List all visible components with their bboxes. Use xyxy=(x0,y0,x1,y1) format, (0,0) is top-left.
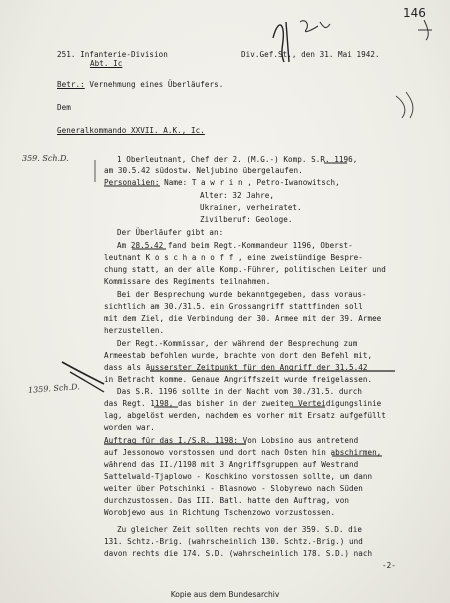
addressee-line1: Dem xyxy=(57,103,71,112)
body-line: leutnant K o s c h a n o f f , eine zweistündige Bespre- xyxy=(104,253,363,262)
body-line: Der Überläufer gibt an: xyxy=(117,228,224,237)
body-line: durchzustossen. Das III. Batl. hatte den Auftrag, von xyxy=(104,496,349,505)
corner-mark xyxy=(418,20,432,40)
body-line: das Regt. 1198, das bisher in der zweiten Verteidigungslinie xyxy=(104,399,382,408)
body-line: während das II./1198 mit 3 Angriffsgruppen auf Westrand xyxy=(104,460,359,469)
addressee-line2: Generalkommando XXVII. A.K., Ic. xyxy=(57,126,205,135)
signature-scribble xyxy=(273,22,289,62)
body-line: auf Jessonowo vorstossen und dort nach Osten hin abschirmen, xyxy=(104,448,382,457)
body-line: Kommissare des Regiments teilnahmen. xyxy=(104,277,271,286)
body-line: in Betracht komme. Genaue Angriffszeit wurde freigelassen. xyxy=(104,375,373,384)
page-marker: -2- xyxy=(382,561,396,570)
body-line: herzustellen. xyxy=(104,326,165,335)
body-line: Bei der Besprechung wurde bekanntgegeben, dass voraus- xyxy=(117,290,367,299)
body-line: Worobjewo aus in Richtung Tschenzowo vorzustossen. xyxy=(104,508,336,517)
body-line: mit dem Ziel, die Verbindung der 30. Armee mit der 39. Armee xyxy=(104,314,382,323)
margin-note-1: 359. Sch.D. xyxy=(22,154,69,163)
body-line: Personalien: Name: T a w r i n , Petro-Iwanowitsch, xyxy=(104,178,340,187)
body-line: am 30.5.42 südostw. Neljubino übergelaufen. xyxy=(104,166,303,175)
body-line: Auftrag für das I./S.R. 1198: Von Lobsino aus antretend xyxy=(104,436,359,445)
margin-slash-1 xyxy=(62,362,104,384)
body-line: weiter über Potschinki - Blasnowo - Slobyrewo nach Süden xyxy=(104,484,363,493)
abt-heading: Abt. Ic xyxy=(90,59,123,68)
body-line: 131. Schtz.-Brig. (wahrscheinlich 130. Schtz.-Brig.) und xyxy=(104,537,363,546)
initials-scribble xyxy=(300,21,330,32)
body-line: 1 Oberleutnant, Chef der 2. (M.G.-) Komp. S.R. 1196, xyxy=(117,155,358,164)
body-line: dass als äusserster Zeitpunkt für den Angriff der 31.5.42 xyxy=(104,363,368,372)
body-line: Alter: 32 Jahre, xyxy=(200,191,274,200)
body-line: Der Regt.-Kommissar, der während der Besprechung zum xyxy=(117,339,358,348)
body-line: chung statt, an der alle Komp.-Führer, politischen Leiter und xyxy=(104,265,386,274)
body-line: Ukrainer, verheiratet. xyxy=(200,203,302,212)
body-line: Das S.R. 1196 sollte in der Nacht vom 30./31.5. durch xyxy=(117,387,362,396)
body-line: sichtlich am 30./31.5. ein Grossangriff stattfinden soll xyxy=(104,302,363,311)
place-date: Div.Gef.St., den 31. Mai 1942. xyxy=(241,50,380,59)
archive-footer: Kopie aus dem Bundesarchiv xyxy=(170,590,280,599)
margin-note-2: 1359. Sch.D. xyxy=(27,382,81,395)
body-line: Am 28.5.42 fand beim Regt.-Kommandeur 1196, Oberst- xyxy=(117,241,353,250)
subject-text: Vernehmung eines Überläufers. xyxy=(89,80,224,89)
body-line: Sattelwald-Tjaplowo - Koschkino vorstossen sollte, um dann xyxy=(104,472,373,481)
division-heading: 251. Infanterie-Division xyxy=(57,50,168,59)
body-line: Zu gleicher Zeit sollten rechts von der 359. S.D. die xyxy=(117,525,362,534)
body-line: davon rechts die 174. S.D. (wahrscheinlich 178. S.D.) nach xyxy=(104,549,373,558)
body-line: lag, abgelöst werden, nachdem es vorher mit Ersatz aufgefüllt xyxy=(104,411,386,420)
subject-label: Betr.: xyxy=(57,80,85,89)
body-line: Zivilberuf: Geologe. xyxy=(200,215,293,224)
body-line: worden war. xyxy=(104,423,155,432)
body-line: Armeestab befohlen wurde, brachte von dort den Befehl mit, xyxy=(104,351,373,360)
page-number: 146 xyxy=(403,6,426,20)
side-scribble xyxy=(396,92,413,118)
